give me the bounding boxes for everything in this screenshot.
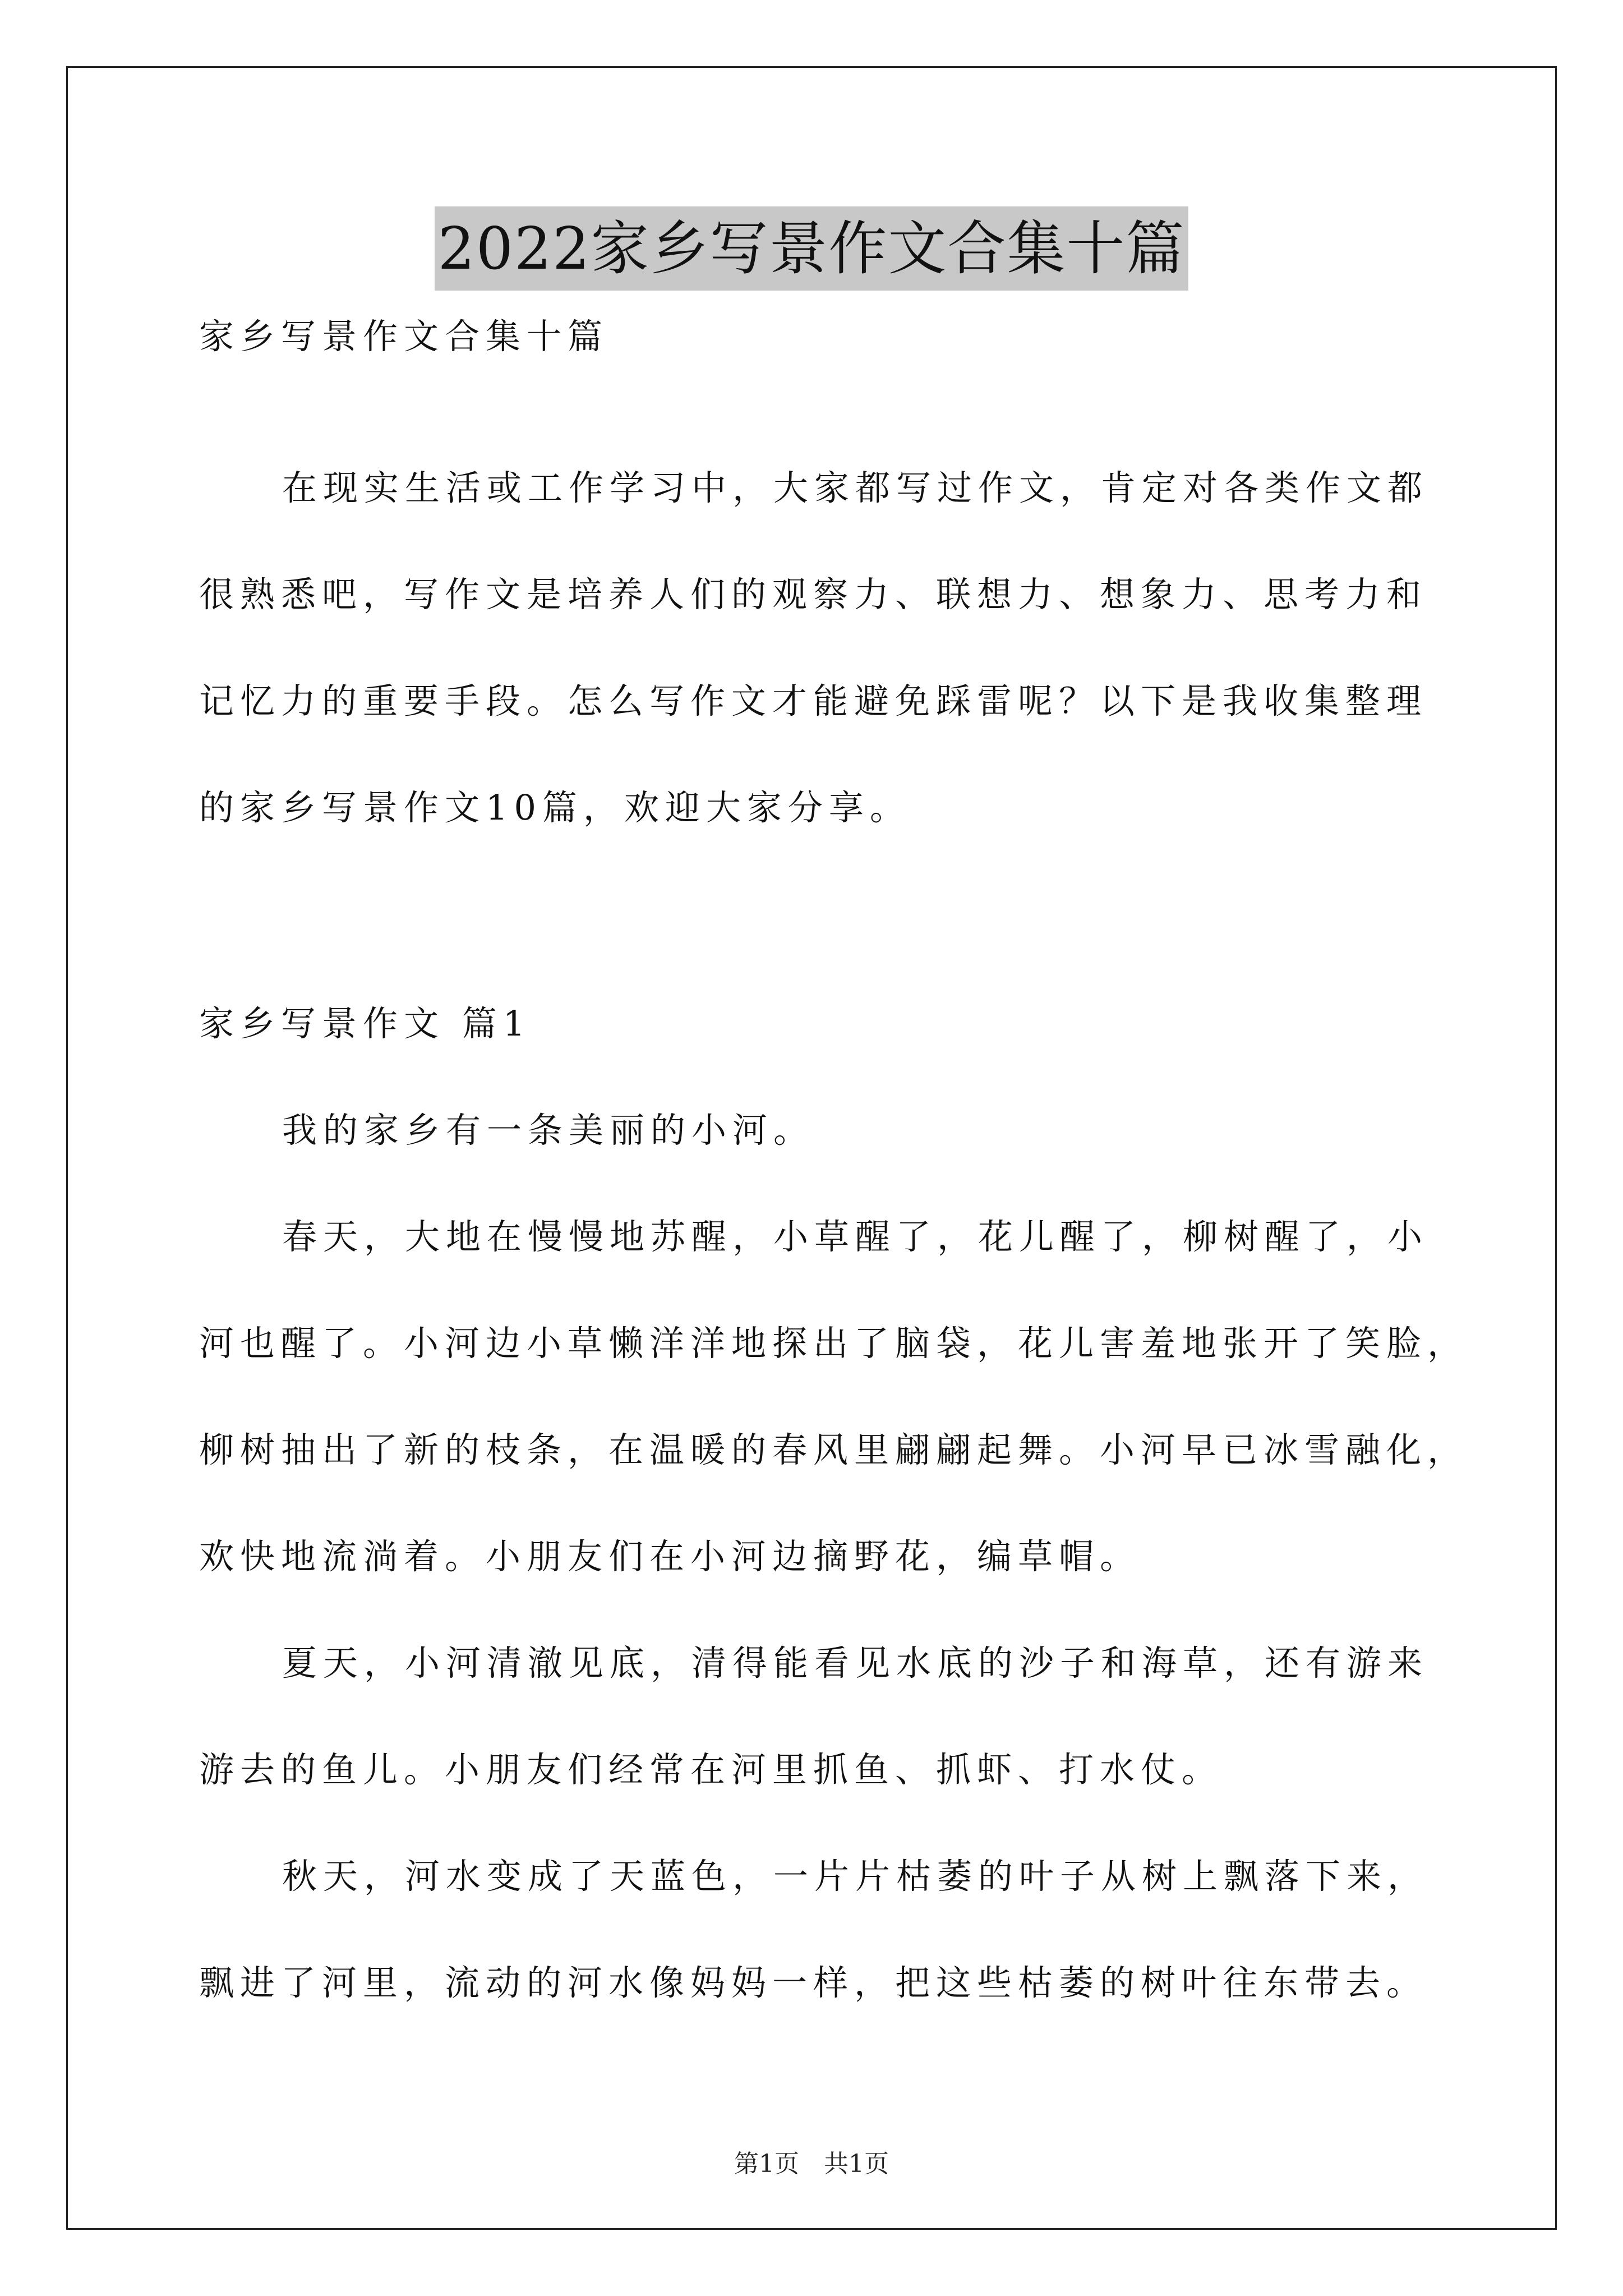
intro-line-4: 的家乡写景作文10篇，欢迎大家分享。 xyxy=(199,787,911,828)
paragraph-2-line-4: 欢快地流淌着。小朋友们在小河边摘野花，编草帽。 xyxy=(199,1536,1141,1577)
intro-line-2: 很熟悉吧，写作文是培养人们的观察力、联想力、想象力、思考力和 xyxy=(199,574,1428,615)
paragraph-2-line-3: 柳树抽出了新的枝条，在温暖的春风里翩翩起舞。小河早已冰雪融化， xyxy=(199,1429,1469,1470)
document-subtitle: 家乡写景作文合集十篇 xyxy=(199,316,609,357)
paragraph-2-line-1: 春天，大地在慢慢地苏醒，小草醒了，花儿醒了，柳树醒了，小 xyxy=(282,1216,1429,1257)
intro-line-3: 记忆力的重要手段。怎么写作文才能避免踩雷呢？以下是我收集整理 xyxy=(199,680,1428,721)
paragraph-4-line-1: 秋天，河水变成了天蓝色，一片片枯萎的叶子从树上飘落下来， xyxy=(282,1856,1429,1897)
paragraph-4-line-2: 飘进了河里，流动的河水像妈妈一样，把这些枯萎的树叶往东带去。 xyxy=(199,1962,1428,2003)
paragraph-3-line-1: 夏天，小河清澈见底，清得能看见水底的沙子和海草，还有游来 xyxy=(282,1642,1429,1683)
paragraph-1-line-1: 我的家乡有一条美丽的小河。 xyxy=(282,1110,815,1151)
paragraph-3-line-2: 游去的鱼儿。小朋友们经常在河里抓鱼、抓虾、打水仗。 xyxy=(199,1749,1223,1790)
page-footer: 第1页 共1页 xyxy=(734,2150,889,2178)
paragraph-2-line-2: 河也醒了。小河边小草懒洋洋地探出了脑袋，花儿害羞地张开了笑脸， xyxy=(199,1323,1469,1364)
section-heading: 家乡写景作文 篇1 xyxy=(199,1003,532,1044)
intro-line-1: 在现实生活或工作学习中，大家都写过作文，肯定对各类作文都 xyxy=(282,467,1429,508)
document-title: 2022家乡写景作文合集十篇 xyxy=(435,206,1189,291)
title-container xyxy=(0,206,1623,291)
